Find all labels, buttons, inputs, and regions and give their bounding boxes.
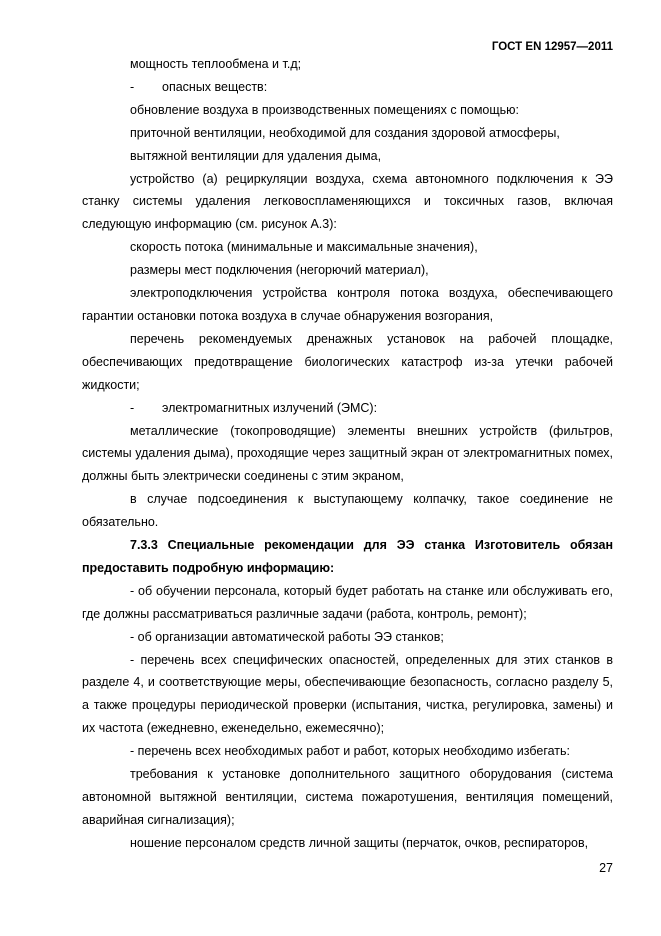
paragraph: требования к установке дополнительного защитного оборудования (система автономной вытяжной вентиляции, система пожаротушения, вентиляция помещений, аварийная сигнализация); — [82, 767, 613, 827]
list-item-text: опасных веществ: — [162, 79, 268, 94]
list-marker: - — [130, 79, 135, 94]
section-heading: 7.3.3 Специальные рекомендации для ЭЭ станка Изготовитель обязан предоставить подробную информацию: — [82, 538, 613, 575]
paragraph: размеры мест подключения (негорючий материал), — [130, 263, 429, 278]
paragraph: устройство (а) рециркуляции воздуха, схема автономного подключения к ЭЭ станку системы удаления легковоспламеняющихся и токсичных газов, включая следующую информацию (см. рисунок А.3): — [82, 171, 613, 232]
paragraph: в случае подсоединения к выступающему колпачку, такое соединение не обязательно. — [82, 492, 613, 530]
list-item — [82, 397, 613, 420]
body-text — [82, 53, 613, 855]
list-item-text: электромагнитных излучений (ЭМС): — [162, 400, 378, 415]
paragraph: - об организации автоматической работы ЭЭ станков; — [130, 629, 444, 644]
paragraph: - перечень всех необходимых работ и работ, которых необходимо избегать: — [130, 744, 571, 759]
paragraph: приточной вентиляции, необходимой для создания здоровой атмосферы, — [130, 125, 560, 140]
paragraph: обновление воздуха в производственных помещениях с помощью: — [130, 102, 520, 117]
page-number: 27 — [599, 861, 613, 875]
list-item — [82, 76, 613, 99]
paragraph: металлические (токопроводящие) элементы внешних устройств (фильтров, системы удаления дыма), проходящие через защитный экран от электромагнитных помех, должны быть электрически соединены с этим экраном, — [82, 423, 613, 484]
paragraph: электроподключения устройства контроля потока воздуха, обеспечивающего гарантии остановки потока воздуха в случае обнаружения возгорания, — [82, 286, 613, 323]
paragraph: - об обучении персонала, который будет работать на станке или обслуживать его, где должны рассматриваться различные задачи (работа, контроль, ремонт); — [82, 583, 613, 621]
paragraph: скорость потока (минимальные и максимальные значения), — [130, 240, 478, 255]
paragraph: вытяжной вентиляции для удаления дыма, — [130, 148, 382, 163]
paragraph: мощность теплообмена и т.д; — [130, 57, 302, 71]
paragraph: ношение персоналом средств личной защиты (перчаток, очков, респираторов, — [130, 835, 589, 850]
list-marker: - — [130, 400, 135, 415]
paragraph: - перечень всех специфических опасностей, определенных для этих станков в разделе 4, и соответствующие меры, обеспечивающие безопасность, согласно разделу 5, а также процедуры периодической проверки (испытания, чистка, регулировка, замены) и их частота (ежедневно, еженедельно, ежемесячно); — [82, 652, 613, 736]
standard-header: ГОСТ EN 12957—2011 — [491, 41, 613, 53]
paragraph: перечень рекомендуемых дренажных установок на рабочей площадке, обеспечивающих предотвращение биологических катастроф из-за утечки рабочей жидкости; — [82, 331, 613, 392]
